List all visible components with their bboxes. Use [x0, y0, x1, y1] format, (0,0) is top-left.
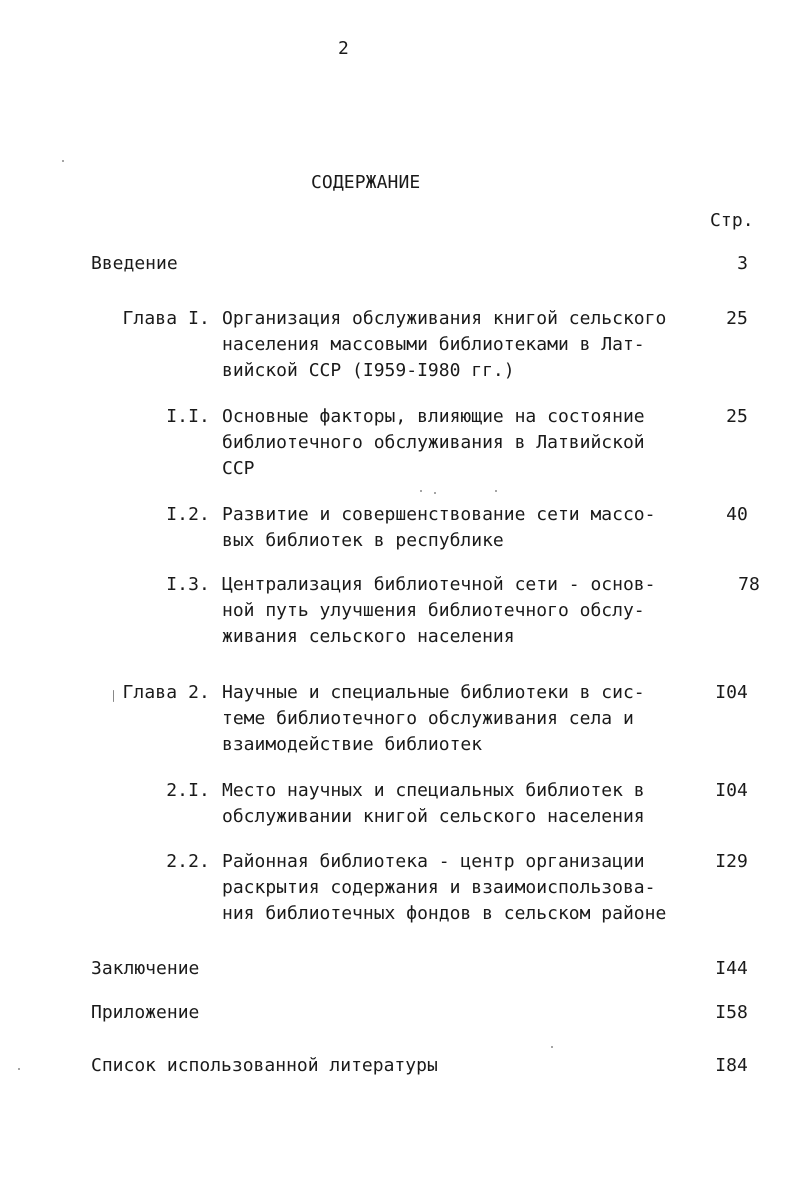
- toc-entry-text: взаимодействие библиотек: [222, 734, 483, 755]
- toc-entry-label: I.I.: [166, 406, 210, 427]
- toc-entry-text: населения массовыми библиотеками в Лат-: [222, 334, 645, 355]
- toc-entry-page: 3: [737, 253, 748, 274]
- toc-entry-conclusion: [91, 956, 199, 982]
- toc-entry-text: живания сельского населения: [222, 626, 515, 647]
- toc-entry-text: Основные факторы, влияющие на состояние: [222, 406, 645, 427]
- toc-entry-text: ния библиотечных фондов в сельском районе: [222, 903, 667, 924]
- toc-entry-page: I58: [715, 1002, 748, 1023]
- toc-entry-introduction: [91, 251, 178, 277]
- toc-entry-label: Глава 2.: [122, 682, 210, 703]
- toc-entry-text: ной путь улучшения библиотечного обслу-: [222, 600, 645, 621]
- scan-speck: [551, 1046, 553, 1048]
- scan-speck: [434, 492, 436, 494]
- toc-entry-label: I.2.: [166, 504, 210, 525]
- toc-entry-page: 78: [738, 574, 760, 595]
- toc-entry-page: I04: [715, 682, 748, 703]
- toc-entry-text: Научные и специальные библиотеки в сис-: [222, 682, 645, 703]
- toc-entry-text: Место научных и специальных библиотек в: [222, 780, 645, 801]
- toc-entry-section-2-1: [222, 778, 645, 830]
- toc-entry-text: обслуживании книгой сельского населения: [222, 806, 645, 827]
- page-column-label: Стр.: [710, 210, 754, 231]
- toc-entry-page: I44: [715, 958, 748, 979]
- toc-entry-page: 25: [726, 406, 748, 427]
- toc-entry-text: Заключение: [91, 958, 200, 979]
- toc-entry-text: вых библиотек в республике: [222, 530, 504, 551]
- toc-entry-text: Приложение: [91, 1002, 200, 1023]
- toc-entry-chapter-1: [222, 306, 666, 384]
- toc-entry-text: Районная библиотека - центр организации: [222, 851, 645, 872]
- toc-entry-text: библиотечного обслуживания в Латвийской: [222, 432, 645, 453]
- toc-entry-section-2-2: [222, 849, 666, 927]
- toc-entry-page: 25: [726, 308, 748, 329]
- toc-entry-text: вийской ССР (I959-I980 гг.): [222, 360, 515, 381]
- toc-entry-label: I.3.: [166, 574, 210, 595]
- toc-entry-appendix: [91, 1000, 199, 1026]
- scan-speck: [62, 160, 64, 162]
- toc-entry-page: 40: [726, 504, 748, 525]
- scan-speck: [113, 690, 114, 702]
- toc-entry-references: [91, 1053, 438, 1079]
- scan-speck: [420, 490, 422, 492]
- toc-entry-page: I29: [715, 851, 748, 872]
- toc-entry-section-1-3: [222, 572, 655, 650]
- toc-entry-text: Централизация библиотечной сети - основ-: [222, 574, 656, 595]
- scan-speck: [18, 1068, 20, 1070]
- toc-entry-chapter-2: [222, 680, 645, 758]
- toc-entry-text: Развитие и совершенствование сети массо-: [222, 504, 656, 525]
- toc-entry-page: I84: [715, 1055, 748, 1076]
- page-number: 2: [338, 38, 349, 59]
- toc-entry-label: 2.2.: [166, 851, 210, 872]
- toc-entry-text: Организация обслуживания книгой сельского: [222, 308, 667, 329]
- page-title: СОДЕРЖАНИЕ: [311, 172, 421, 193]
- toc-entry-text: Введение: [91, 253, 178, 274]
- toc-entry-section-1-1: [222, 404, 645, 482]
- toc-entry-page: I04: [715, 780, 748, 801]
- scan-speck: [495, 490, 497, 492]
- toc-entry-section-1-2: [222, 502, 655, 554]
- toc-entry-text: теме библиотечного обслуживания села и: [222, 708, 634, 729]
- toc-entry-text: ССР: [222, 458, 255, 479]
- toc-entry-label: 2.I.: [166, 780, 210, 801]
- toc-entry-label: Глава I.: [122, 308, 210, 329]
- toc-entry-text: Список использованной литературы: [91, 1055, 438, 1076]
- toc-entry-text: раскрытия содержания и взаимоиспользова-: [222, 877, 656, 898]
